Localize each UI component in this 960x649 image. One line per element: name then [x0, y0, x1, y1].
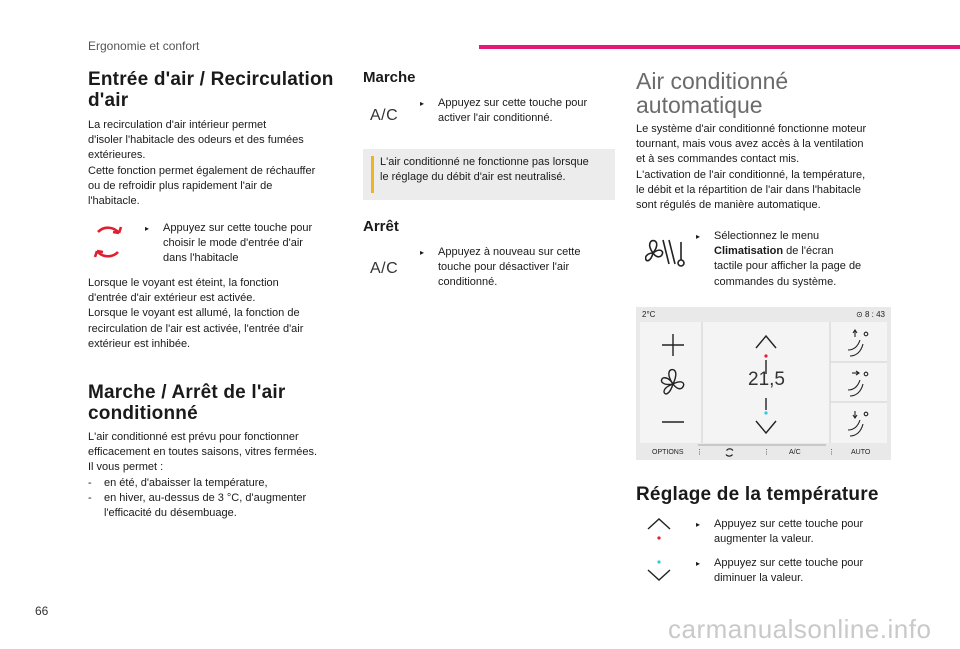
bullet-marker-icon: ▸ — [420, 248, 425, 257]
hot-indicator-icon — [764, 354, 767, 357]
temperature-up-icon[interactable] — [756, 336, 776, 348]
list-item: - en été, d'abaisser la température, — [88, 477, 268, 489]
info-note: L'air conditionné ne fonctionne pas lorsque le réglage du débit d'air est neutralisé. — [363, 149, 615, 200]
section-title-temperature: Réglage de la température — [636, 484, 879, 505]
bullet-marker-icon: ▸ — [696, 559, 701, 568]
marche-bullet: ▸ Appuyez sur cette touche pour activer l'air conditionné. — [420, 97, 588, 125]
bullet-marker-icon: ▸ — [420, 99, 425, 108]
kebab-icon: ⋮ — [696, 449, 703, 456]
screen-controls — [640, 322, 887, 443]
ac-onoff-list: - en été, d'abaisser la température, - en hiver, au-dessus de 3 °C, d'augmenter l'efficacité du désembuage. — [88, 476, 353, 522]
ac-screen-button[interactable]: A/C — [789, 449, 801, 456]
outside-temperature: 2°C — [642, 310, 656, 319]
recirculation-bullet: ▸ Appuyez sur cette touche pour choisir le mode d'entrée d'air dans l'habitacle — [145, 222, 313, 265]
menu-bullet: ▸ Sélectionnez le menu Climatisation de l'écran tactile pour afficher la page de commandes du système. — [696, 230, 862, 288]
ac-onoff-body: L'air conditionné est prévu pour fonctionner efficacement en toutes saisons, vitres fermées. Il vous permet : — [88, 431, 318, 474]
airflow-feet-icon[interactable] — [848, 411, 868, 436]
clock: ⊙ 8 : 43 — [856, 310, 885, 319]
fan-increase-icon[interactable] — [662, 334, 684, 356]
bullet-marker-icon: ▸ — [696, 232, 701, 241]
fan-icon — [661, 370, 683, 394]
temperature-value: 21,5 — [748, 369, 785, 390]
bullet-marker-icon: ▸ — [145, 224, 150, 233]
auto-button[interactable]: AUTO — [851, 449, 871, 456]
airflow-face-icon[interactable] — [848, 371, 868, 396]
temperature-down-icon — [645, 557, 673, 583]
list-item: - en hiver, au-dessus de 3 °C, d'augmenter — [88, 492, 307, 505]
header-accent-bar — [479, 45, 960, 49]
watermark: carmanualsonline.info — [668, 614, 932, 644]
cold-indicator-icon — [764, 411, 767, 414]
screen-bottom-bar — [636, 444, 891, 460]
recirculation-button-icon[interactable] — [724, 447, 735, 458]
page-number: 66 — [35, 604, 49, 618]
kebab-icon: ⋮ — [828, 449, 835, 456]
temperature-up-icon — [645, 517, 673, 543]
section-title-auto-ac: Air conditionné automatique — [636, 68, 789, 118]
climate-menu-icon — [645, 236, 687, 270]
ac-button-icon: A/C — [370, 260, 399, 277]
section-title-ac-onoff: Marche / Arrêt de l'air conditionné — [88, 382, 286, 424]
auto-ac-intro: Le système d'air conditionné fonctionne moteur tournant, mais vous avez accès à la ventilation et à ses commandes contact mis. L'activation de l'air conditionné, la température, le débit et la répartition de l'air dans l'habitacle sont régulés de manière automatique. — [636, 123, 867, 212]
temperature-up-bullet: ▸ Appuyez sur cette touche pour augmenter la valeur. — [696, 518, 864, 546]
arret-bullet: ▸ Appuyez à nouveau sur cette touche pour désactiver l'air conditionné. — [420, 246, 581, 289]
recirculation-intro: La recirculation d'air intérieur permet d'isoler l'habitacle des odeurs et des fumées extérieures. Cette fonction permet également de réchauffer ou de refroidir plus rapidement l'air de l'habitacle. — [88, 119, 316, 208]
climate-screen — [636, 307, 891, 460]
info-icon — [371, 157, 374, 193]
bullet-marker-icon: ▸ — [696, 520, 701, 529]
recirculation-note: Lorsque le voyant est éteint, la fonction d'entrée d'air extérieur est activée. Lorsque le voyant est allumé, la fonction de recirculation de l'air est activée, l'entrée d'air extérieur est inhibée. — [88, 277, 304, 350]
temperature-down-bullet: ▸ Appuyez sur cette touche pour diminuer la valeur. — [696, 557, 864, 585]
temperature-down-icon[interactable] — [756, 421, 776, 433]
section-title-arret: Arrêt — [363, 218, 399, 235]
options-button[interactable]: OPTIONS — [652, 449, 684, 456]
kebab-icon: ⋮ — [763, 449, 770, 456]
recirculation-icon — [88, 222, 128, 262]
section-header: Ergonomie et confort — [88, 39, 200, 53]
section-title-marche: Marche — [363, 69, 416, 86]
airflow-windscreen-icon[interactable] — [848, 330, 868, 356]
section-title-recirculation: Entrée d'air / Recirculation d'air — [88, 69, 334, 111]
ac-button-icon: A/C — [370, 107, 399, 124]
